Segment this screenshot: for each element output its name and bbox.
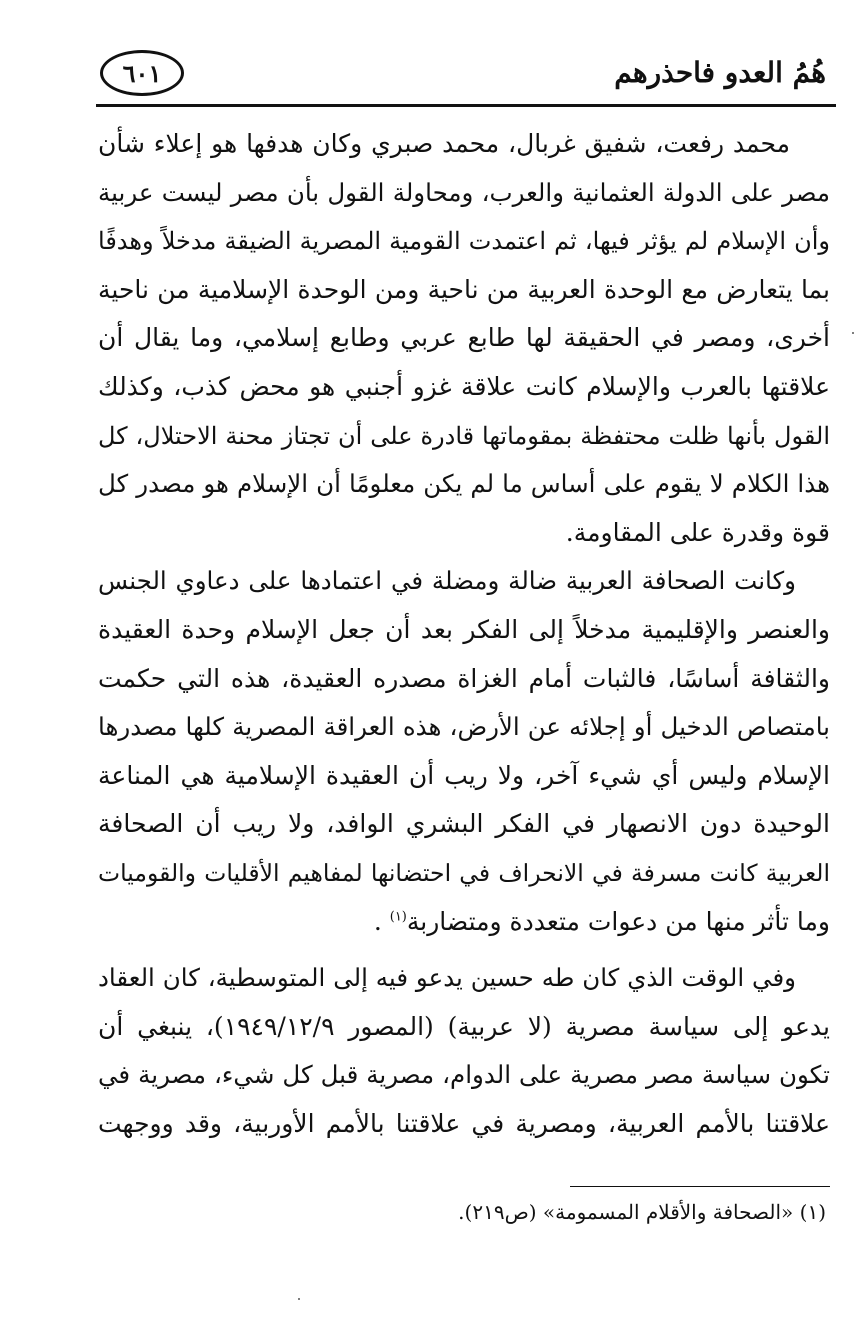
text-line: والعنصر والإقليمية مدخلاً إلى الفكر بعد أن جعل الإسلام وحدة العقيدة [98, 614, 830, 644]
text-line: يدعو إلى سياسة مصرية (لا عربية) (المصور ١٩٤٩/١٢/٩)، ينبغي أن [98, 1011, 830, 1041]
text-line: وفي الوقت الذي كان طه حسين يدعو فيه إلى المتوسطية، كان العقاد [98, 963, 796, 993]
text-line: قوة وقدرة على المقاومة. [565, 517, 830, 547]
text-line: وأن الإسلام لم يؤثر فيها، ثم اعتمدت القومية المصرية الضيقة مدخلاً وهدفًا [98, 227, 830, 256]
footnote-marker: (١) [389, 909, 407, 925]
running-title: هُمُ العدو فاحذرهم [614, 56, 826, 89]
page-header [96, 46, 836, 108]
text-line: القول بأنها ظلت محتفظة بمقوماتها قادرة على أن تجتاز محنة الاحتلال، كل [98, 421, 830, 450]
text-line: مصر على الدولة العثمانية والعرب، ومحاولة القول بأن مصر ليست عربية [98, 177, 830, 207]
text-line [98, 898, 830, 947]
text-line: علاقتها بالعرب والإسلام كانت علاقة غزو أجنبي هو محض كذب، وكذلك [98, 371, 830, 401]
text-line: والثقافة أساسًا، فالثبات أمام الغزاة مصدره العقيدة، هذه التي حكمت [98, 663, 830, 693]
footnote: (١) «الصحافة والأقلام المسمومة» (ص٢١٩). [458, 1200, 826, 1224]
text-line: هذا الكلام لا يقوم على أساس ما لم يكن معلومًا أن الإسلام هو مصدر كل [98, 469, 830, 499]
text-line: الوحيدة دون الانصهار في الفكر البشري الوافد، ولا ريب أن الصحافة [98, 809, 830, 839]
closing-period: . [373, 906, 390, 936]
text-line-content: وما تأثر منها من دعوات متعددة ومتضاربة [406, 906, 830, 936]
paragraph-2 [98, 557, 830, 946]
footnote-rule [570, 1186, 830, 1187]
header-rule [96, 104, 836, 107]
text-line: أخرى، ومصر في الحقيقة لها طابع عربي وطابع إسلامي، وما يقال أن [98, 323, 830, 353]
scan-speck [298, 1298, 300, 1300]
page-number: ٦٠١ [100, 50, 184, 96]
text-line: تكون سياسة مصر مصرية على الدوام، مصرية قبل كل شيء، مصرية في [98, 1060, 830, 1090]
text-line: وكانت الصحافة العربية ضالة ومضلة في اعتمادها على دعاوي الجنس [98, 566, 796, 596]
text-line: الإسلام وليس أي شيء آخر، ولا ريب أن العقيدة الإسلامية هي المناعة [98, 760, 830, 790]
text-line: بما يتعارض مع الوحدة العربية من ناحية ومن الوحدة الإسلامية من ناحية [98, 274, 830, 304]
text-line: بامتصاص الدخيل أو إجلائه عن الأرض، هذه العراقة المصرية كلها مصدرها [98, 712, 830, 742]
text-line: علاقتنا بالأمم العربية، ومصرية في علاقتنا بالأمم الأوربية، وقد ووجهت [98, 1108, 830, 1138]
text-line: العربية كانت مسرفة في الانحراف في احتضانها لمفاهيم الأقليات والقوميات [98, 858, 830, 887]
scan-speck [852, 332, 854, 334]
paragraph-3 [98, 954, 830, 1148]
body-text [98, 120, 830, 1148]
text-line: محمد رفعت، شفيق غربال، محمد صبري وكان هدفها هو إعلاء شأن [98, 129, 790, 158]
paragraph-1 [98, 120, 830, 557]
